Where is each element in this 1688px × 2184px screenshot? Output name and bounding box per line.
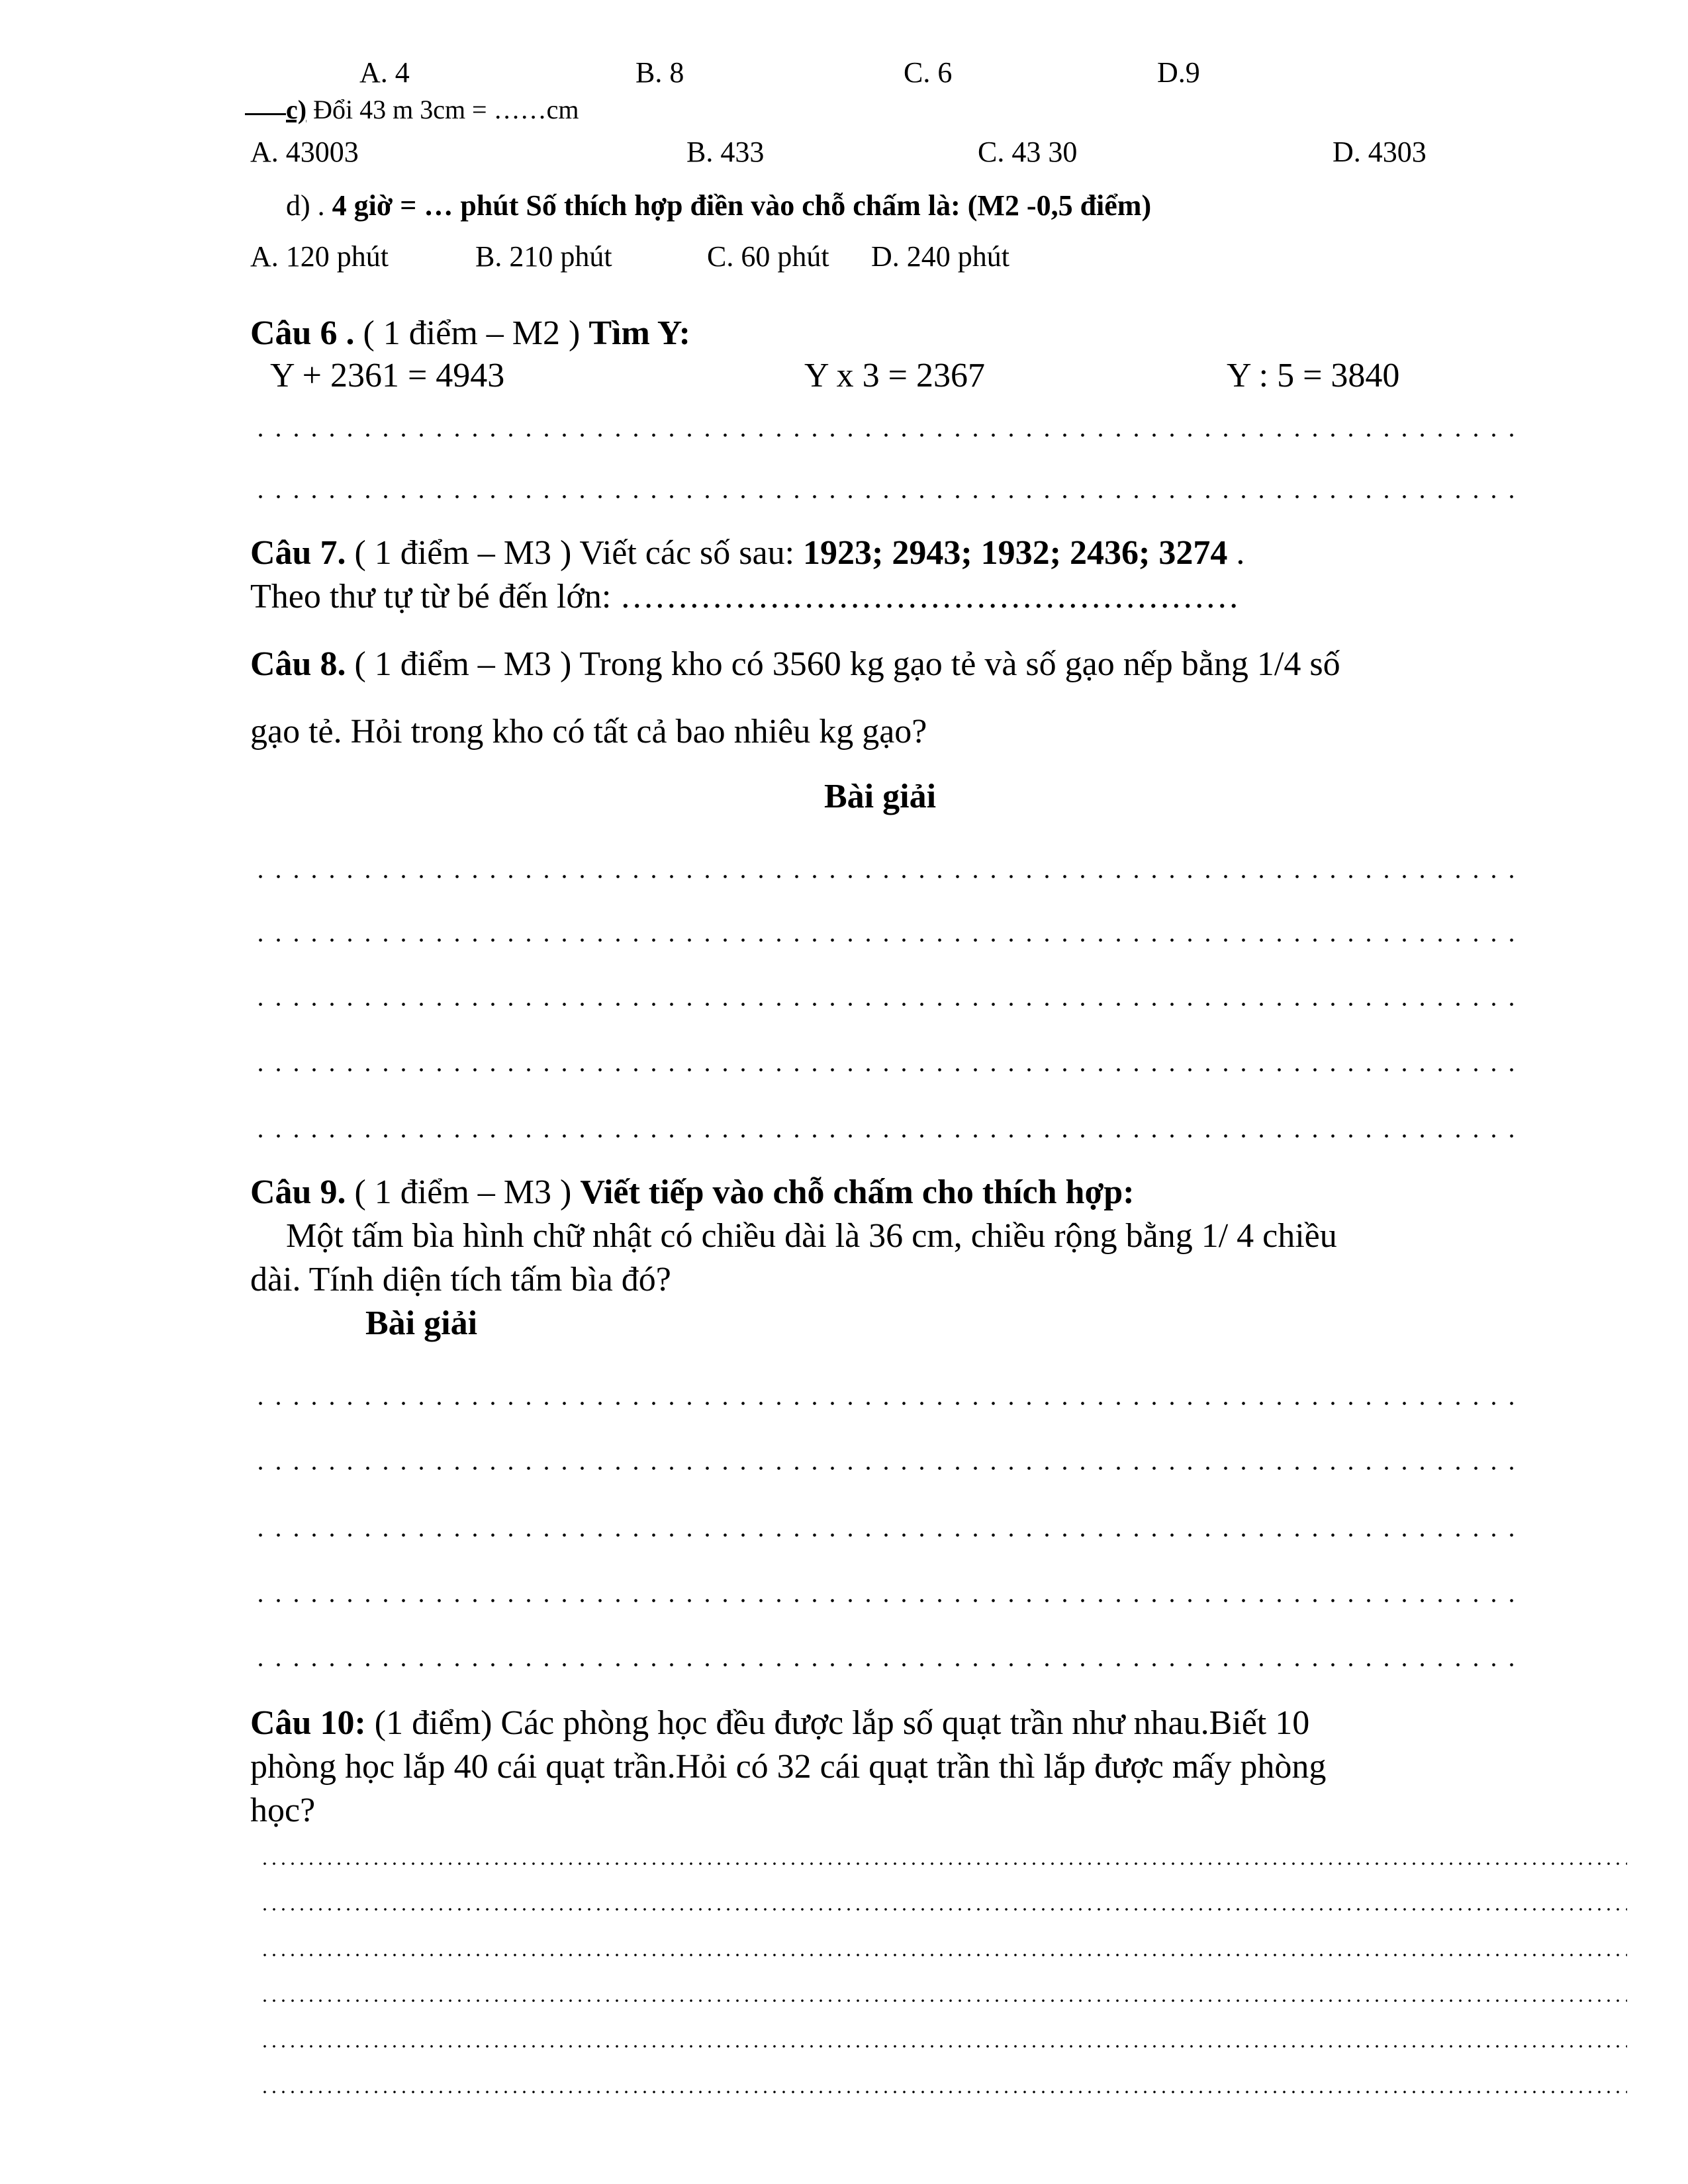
q5b-option-b: B. 8: [635, 56, 684, 89]
q5d-option-d: D. 240 phút: [871, 240, 1009, 273]
q9-task: Viết tiếp vào chỗ chấm cho thích hợp:: [580, 1173, 1135, 1211]
q5b-option-c: C. 6: [904, 56, 953, 89]
answer-line[interactable]: [260, 1999, 1627, 2002]
answer-line[interactable]: [252, 1003, 1516, 1006]
q5c-option-d: D. 4303: [1333, 136, 1427, 168]
q6-equation-2: Y x 3 = 2367: [804, 357, 985, 394]
q9-text-line-2: dài. Tính diện tích tấm bìa đó?: [250, 1261, 671, 1298]
q9-text-line-1: Một tấm bìa hình chữ nhật có chiều dài là 36 cm, chiều rộng bằng 1/ 4 chiều: [286, 1217, 1337, 1255]
q5c-option-a: A. 43003: [250, 136, 359, 168]
q6-title: Câu 6 .: [250, 314, 355, 352]
q7-title: Câu 7.: [250, 534, 346, 572]
q9-heading: [250, 1173, 1135, 1212]
q5b-option-a: A. 4: [359, 56, 410, 89]
q10-text-line-2: phòng học lắp 40 cái quạt trần.Hỏi có 32 cái quạt trần thì lắp được mấy phòng: [250, 1748, 1327, 1786]
q9-solution-label: Bài giải: [365, 1304, 478, 1342]
q5d-question: [286, 189, 1151, 222]
answer-line[interactable]: [252, 938, 1516, 942]
q5c-option-b: B. 433: [686, 136, 765, 168]
answer-line[interactable]: [252, 1533, 1516, 1537]
q10-text-line-1: [250, 1704, 1309, 1743]
q5d-label: d) .: [286, 189, 325, 222]
answer-line[interactable]: [252, 1467, 1516, 1470]
answer-line[interactable]: [252, 1599, 1516, 1602]
answer-line[interactable]: [260, 1862, 1627, 1865]
q7-order-line: Theo thư tự từ bé đến lớn: ………………………………………………: [250, 578, 1240, 615]
q5c-underline: [245, 113, 286, 115]
q7-end: .: [1227, 534, 1245, 572]
answer-line[interactable]: [260, 2091, 1627, 2093]
answer-line[interactable]: [260, 2045, 1627, 2048]
q9-title: Câu 9.: [250, 1173, 346, 1211]
q8-text-line-2: gạo tẻ. Hỏi trong kho có tất cả bao nhiêu kg gạo?: [250, 713, 927, 751]
q10-text-line-3: học?: [250, 1792, 316, 1829]
q10-text-1: (1 điểm) Các phòng học đều được lắp số quạt trần như nhau.Biết 10: [365, 1704, 1310, 1742]
answer-line[interactable]: [260, 1908, 1627, 1911]
answer-line[interactable]: [252, 1663, 1516, 1666]
q5c-question: [286, 94, 579, 125]
q6-meta: ( 1 điểm – M2 ): [354, 314, 589, 352]
q8-solution-label: Bài giải: [824, 778, 937, 815]
q6-task: Tìm Y:: [588, 314, 690, 352]
answer-line[interactable]: [260, 1954, 1627, 1956]
q5c-label: c): [286, 95, 307, 124]
answer-line[interactable]: [252, 433, 1516, 437]
q5d-option-c: C. 60 phút: [707, 240, 829, 273]
q6-equation-1: Y + 2361 = 4943: [270, 357, 505, 394]
q9-meta: ( 1 điểm – M3 ): [346, 1173, 581, 1211]
answer-line[interactable]: [252, 1068, 1516, 1071]
q5b-option-d: D.9: [1157, 56, 1200, 89]
q5c-option-c: C. 43 30: [978, 136, 1078, 168]
q8-title: Câu 8.: [250, 645, 346, 683]
answer-line[interactable]: [252, 1134, 1516, 1138]
q8-text-1: ( 1 điểm – M3 ) Trong kho có 3560 kg gạo tẻ và số gạo nếp bằng 1/4 số: [346, 645, 1340, 683]
q10-title: Câu 10:: [250, 1704, 366, 1742]
q5d-option-b: B. 210 phút: [475, 240, 612, 273]
q8-text-line-1: [250, 645, 1340, 684]
q7-meta: ( 1 điểm – M3 ) Viết các số sau:: [346, 534, 804, 572]
answer-line[interactable]: [252, 875, 1516, 878]
q7-text: [250, 533, 1244, 572]
q6-equation-3: Y : 5 = 3840: [1227, 357, 1400, 394]
q7-numbers: 1923; 2943; 1932; 2436; 3274: [803, 534, 1228, 572]
q5d-prompt: 4 giờ = … phút Số thích hợp điền vào chỗ chấm là: (M2 -0,5 điểm): [332, 189, 1152, 222]
answer-line[interactable]: [252, 1402, 1516, 1405]
answer-line[interactable]: [252, 495, 1516, 498]
q5c-prompt: Đổi 43 m 3cm = ……cm: [313, 95, 579, 124]
q6-heading: [250, 314, 690, 353]
q5d-option-a: A. 120 phút: [250, 240, 389, 273]
